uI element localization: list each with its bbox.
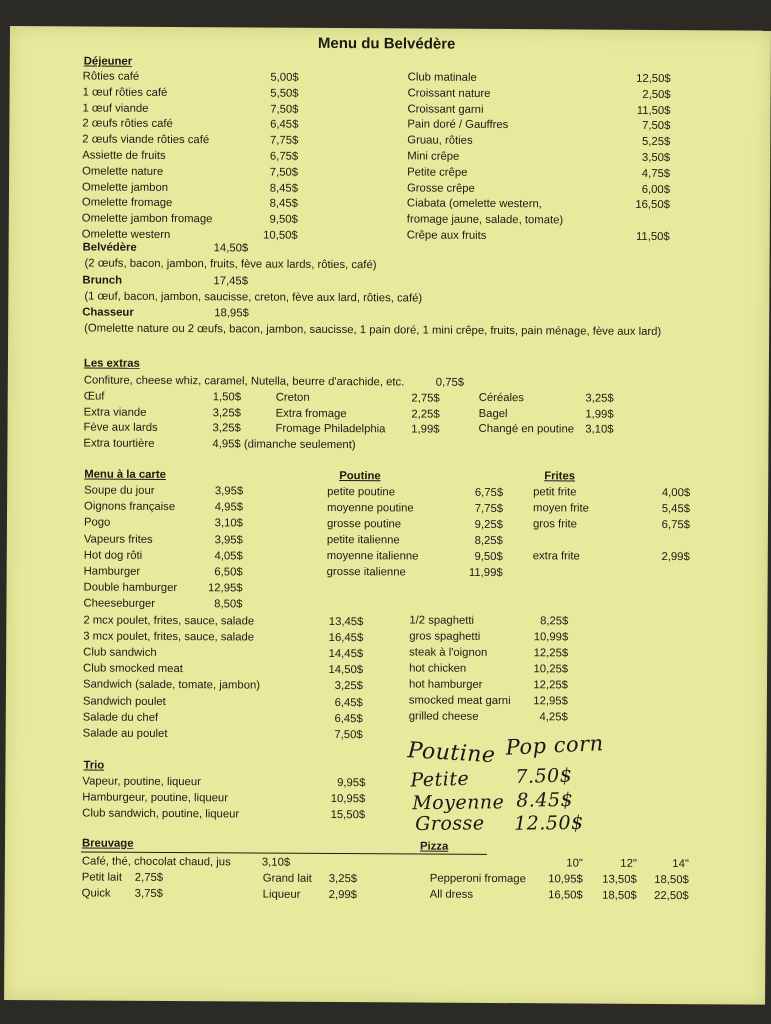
carte-item-price: 16,45$ xyxy=(328,631,364,644)
carte-item-name: Sandwich poulet xyxy=(82,695,166,708)
special-description: (1 œuf, bacon, jambon, saucisse, creton, fève aux lard, rôties, café) xyxy=(84,290,423,305)
menu-item-name: 2 œufs viande rôties café xyxy=(82,133,210,147)
pizza-item-price: 13,50$ xyxy=(602,873,637,886)
menu-item-price: 2,50$ xyxy=(642,88,671,101)
menu-item-price: 5,50$ xyxy=(270,87,299,100)
menu-item-name: 2 œufs rôties café xyxy=(82,117,173,131)
carte-item-name: Hamburger xyxy=(83,565,141,578)
menu-item-name: Hamburgeur, poutine, liqueur xyxy=(82,791,229,805)
menu-item-price: 3,50$ xyxy=(641,151,671,165)
menu-item-price: 12,25$ xyxy=(533,679,569,692)
special-name: Brunch xyxy=(82,274,123,287)
carte-item-price: 3,95$ xyxy=(214,533,243,547)
extra-item-name: Œuf xyxy=(83,390,105,403)
menu-item-name: Croissant garni xyxy=(407,103,484,116)
frites-item-price: 2,99$ xyxy=(661,550,690,564)
extra-item-name: Extra fromage xyxy=(275,407,347,420)
carte-item-price: 3,95$ xyxy=(214,485,244,498)
breuvage-item-name: Quick xyxy=(81,887,111,900)
menu-item-price: 9,25$ xyxy=(474,518,503,531)
menu-item-price: 10,50$ xyxy=(263,229,298,242)
extra-item-price: 3,25$ xyxy=(212,406,241,420)
menu-item-name: Omelette nature xyxy=(82,165,164,178)
pizza-item-price: 10,95$ xyxy=(548,873,583,886)
extra-item-name: Céréales xyxy=(478,391,524,405)
menu-item-price: 6,75$ xyxy=(269,150,299,163)
menu-item-price: 4,75$ xyxy=(641,167,671,180)
menu-item-name: Ciabata (omelette western, xyxy=(406,197,542,211)
frites-item-price: 5,45$ xyxy=(661,502,691,516)
special-price: 18,95$ xyxy=(214,307,249,320)
carte-item-price: 6,45$ xyxy=(334,712,363,725)
menu-item-price: 4,25$ xyxy=(539,711,568,724)
carte-item-name: Sandwich (salade, tomate, jambon) xyxy=(82,678,261,692)
menu-item-price: 11,50$ xyxy=(635,230,670,244)
pizza-size-header: 12" xyxy=(620,857,637,870)
menu-item-name: Grosse crêpe xyxy=(406,182,475,195)
menu-item-name: Club matinale xyxy=(407,71,477,84)
menu-item-price: 10,25$ xyxy=(533,663,569,676)
carte-item-name: Salade au poulet xyxy=(82,727,168,740)
menu-item-price: 9,95$ xyxy=(337,777,366,790)
breuvage-hot-name: Café, thé, chocolat chaud, jus xyxy=(81,855,231,869)
pizza-item-price: 16,50$ xyxy=(548,889,583,902)
menu-item-name: steak à l'oignon xyxy=(409,646,488,659)
menu-item-name: 1/2 spaghetti xyxy=(409,614,475,627)
extra-item-price: 1,50$ xyxy=(212,391,242,404)
menu-item-price: 9,50$ xyxy=(269,213,298,226)
pizza-item-price: 18,50$ xyxy=(654,873,689,887)
menu-item-price: 5,25$ xyxy=(641,136,671,149)
menu-item-name: Omelette western xyxy=(81,228,171,241)
trio-heading: Trio xyxy=(83,759,105,772)
handwritten-size: Petite xyxy=(410,767,470,792)
breuvage-item-name: Petit lait xyxy=(81,871,123,884)
extra-item-name: Creton xyxy=(275,391,310,404)
carte-item-price: 13,45$ xyxy=(328,615,364,628)
carte-item-price: 4,05$ xyxy=(214,550,243,563)
menu-item-price: 6,45$ xyxy=(270,118,299,132)
menu-item-price: 7,50$ xyxy=(642,120,671,133)
menu-item-name: Assiette de fruits xyxy=(82,149,166,162)
menu-item-name: fromage jaune, salade, tomate) xyxy=(406,213,564,227)
extra-item-price: 3,25$ xyxy=(212,422,241,435)
menu-item-name: Petite crêpe xyxy=(407,166,468,179)
pizza-size-header: 10" xyxy=(566,857,583,870)
menu-item-price: 11,50$ xyxy=(636,104,671,117)
handwritten-price: 12.50$ xyxy=(514,811,584,835)
handwritten-price: 7.50$ xyxy=(515,764,573,789)
pizza-item-price: 18,50$ xyxy=(602,889,637,902)
frites-item-name: petit frite xyxy=(533,486,577,499)
carte-item-price: 4,95$ xyxy=(214,501,244,514)
extra-item-name: Extra tourtière xyxy=(83,437,155,450)
special-price: 17,45$ xyxy=(213,275,249,288)
carte-item-name: Double hamburger xyxy=(83,581,178,595)
carte-item-price: 14,50$ xyxy=(328,664,364,677)
special-name: Chasseur xyxy=(82,306,134,319)
extras-spread-price: 0,75$ xyxy=(435,376,465,389)
extras-heading: Les extras xyxy=(83,357,140,370)
extra-item-price: 1,99$ xyxy=(585,408,614,421)
carte-heading: Menu à la carte xyxy=(84,468,166,481)
special-description: (Omelette nature ou 2 œufs, bacon, jambon, saucisse, 1 pain doré, 1 mini crêpe, fruits, pain ménage, fève aux lard) xyxy=(84,322,662,338)
extra-item-price: 2,75$ xyxy=(411,392,440,405)
menu-item-price: 7,50$ xyxy=(270,103,299,116)
menu-item-name: grosse poutine xyxy=(326,517,402,531)
menu-item-name: smocked meat garni xyxy=(408,694,511,708)
handwritten-poutine: Poutine xyxy=(406,738,497,769)
handwritten-size: Grosse xyxy=(415,812,485,836)
dejeuner-heading: Déjeuner xyxy=(83,55,133,68)
menu-item-price: 15,50$ xyxy=(330,808,366,822)
breuvage-item-price: 2,99$ xyxy=(328,888,358,902)
menu-item-price: 7,75$ xyxy=(474,502,504,515)
breuvage-item-price: 2,75$ xyxy=(134,871,164,884)
menu-item-price: 11,99$ xyxy=(468,566,503,579)
carte-item-price: 3,10$ xyxy=(214,517,243,530)
breuvage-item-name: Grand lait xyxy=(262,872,312,885)
extra-item-price: 3,25$ xyxy=(585,392,614,405)
menu-item-price: 5,00$ xyxy=(270,71,299,84)
pizza-item-name: Pepperoni fromage xyxy=(429,872,526,886)
menu-item-name: Crêpe aux fruits xyxy=(406,229,487,242)
carte-item-name: Club smocked meat xyxy=(83,662,183,676)
menu-item-name: Omelette fromage xyxy=(81,196,173,210)
menu-item-price: 8,45$ xyxy=(269,182,299,195)
pizza-heading: Pizza xyxy=(419,840,449,853)
carte-item-name: Salade du chef xyxy=(82,711,159,724)
menu-item-name: petite poutine xyxy=(327,485,396,499)
menu-item-price: 12,95$ xyxy=(533,695,568,708)
frites-item-name: moyen frite xyxy=(533,502,589,515)
menu-item-price: 16,50$ xyxy=(635,199,670,212)
menu-item-price: 6,00$ xyxy=(641,183,671,196)
menu-item-price: 7,75$ xyxy=(269,134,299,147)
menu-item-name: moyenne italienne xyxy=(326,549,419,563)
menu-item-price: 10,99$ xyxy=(533,631,569,644)
menu-item-name: hot chicken xyxy=(409,662,467,675)
pizza-item-price: 22,50$ xyxy=(654,889,689,903)
extra-item-price: 1,99$ xyxy=(411,423,440,437)
menu-item-price: 8,45$ xyxy=(269,197,298,211)
menu-item-name: Club sandwich, poutine, liqueur xyxy=(82,807,240,821)
special-price: 14,50$ xyxy=(213,242,249,255)
menu-item-name: Gruau, rôties xyxy=(407,134,473,148)
carte-item-name: Cheeseburger xyxy=(83,597,156,611)
menu-item-name: Rôties café xyxy=(82,70,140,83)
menu-item-price: 12,50$ xyxy=(636,72,671,86)
poutine-heading: Poutine xyxy=(339,470,381,483)
pizza-size-header: 14" xyxy=(672,858,689,871)
frites-item-name: gros frite xyxy=(532,518,577,531)
extra-item-price: 4,95$ (dimanche seulement) xyxy=(212,438,356,452)
carte-item-name: Hot dog rôti xyxy=(83,549,143,562)
extra-item-price: 2,25$ xyxy=(411,408,440,421)
extra-item-name: Extra viande xyxy=(83,406,147,419)
handwritten-price: 8.45$ xyxy=(516,788,574,812)
handwritten-size: Moyenne xyxy=(412,791,505,815)
frites-item-price: 6,75$ xyxy=(661,518,691,532)
frites-item-price: 4,00$ xyxy=(661,486,691,500)
special-name: Belvédère xyxy=(82,241,137,254)
menu-item-name: gros spaghetti xyxy=(409,630,481,643)
carte-item-name: Oignons française xyxy=(84,500,176,514)
extra-item-name: Changé en poutine xyxy=(478,423,575,436)
menu-item-name: grosse italienne xyxy=(326,565,406,578)
menu-title: Menu du Belvédère xyxy=(317,34,456,53)
frites-heading: Frites xyxy=(544,470,576,483)
frites-item-name: extra frite xyxy=(532,550,580,563)
menu-sheet xyxy=(4,26,771,1005)
menu-item-name: grilled cheese xyxy=(408,710,479,723)
menu-item-price: 8,25$ xyxy=(540,615,569,628)
menu-item-price: 10,95$ xyxy=(330,792,366,806)
carte-item-price: 12,95$ xyxy=(207,582,243,595)
menu-item-name: Croissant nature xyxy=(407,87,491,100)
carte-item-name: 3 mcx poulet, frites, sauce, salade xyxy=(83,630,255,644)
carte-item-name: 2 mcx poulet, frites, sauce, salade xyxy=(83,614,255,628)
menu-item-name: hot hamburger xyxy=(408,678,483,691)
breuvage-heading: Breuvage xyxy=(81,837,134,850)
menu-item-price: 8,25$ xyxy=(474,534,503,547)
menu-item-name: Omelette jambon fromage xyxy=(81,212,213,226)
carte-item-price: 6,50$ xyxy=(214,566,243,579)
breuvage-item-price: 3,25$ xyxy=(328,872,358,886)
menu-item-price: 12,25$ xyxy=(533,647,569,660)
extra-item-price: 3,10$ xyxy=(585,423,614,437)
special-description: (2 œufs, bacon, jambon, fruits, fève aux lards, rôties, café) xyxy=(84,257,377,272)
carte-item-price: 7,50$ xyxy=(334,728,363,742)
menu-item-price: 7,50$ xyxy=(269,166,299,179)
menu-item-price: 9,50$ xyxy=(474,550,503,563)
menu-item-name: Mini crêpe xyxy=(407,150,460,163)
carte-item-name: Pogo xyxy=(83,516,111,530)
menu-item-name: moyenne poutine xyxy=(327,501,414,515)
carte-item-price: 14,45$ xyxy=(328,647,364,661)
menu-item-name: Pain doré / Gauffres xyxy=(407,118,509,132)
menu-item-price: 6,75$ xyxy=(474,486,504,500)
menu-item-name: 1 œuf rôties café xyxy=(82,86,168,99)
carte-item-name: Club sandwich xyxy=(83,646,157,659)
menu-item-name: petite italienne xyxy=(326,533,400,547)
extra-item-name: Bagel xyxy=(478,407,508,420)
carte-item-price: 8,50$ xyxy=(214,598,243,611)
carte-item-price: 3,25$ xyxy=(334,680,364,693)
extra-item-name: Fève aux lards xyxy=(83,421,158,435)
menu-item-name: Vapeur, poutine, liqueur xyxy=(82,775,201,789)
extras-spread-name: Confiture, cheese whiz, caramel, Nutella, beurre d'arachide, etc. xyxy=(83,374,405,389)
carte-item-price: 6,45$ xyxy=(334,696,363,709)
breuvage-item-name: Liqueur xyxy=(262,888,301,901)
carte-item-name: Soupe du jour xyxy=(84,484,155,497)
menu-item-name: 1 œuf viande xyxy=(82,102,149,115)
breuvage-hot-price: 3,10$ xyxy=(261,856,291,869)
menu-item-name: Omelette jambon xyxy=(81,181,169,194)
breuvage-item-price: 3,75$ xyxy=(134,887,164,900)
carte-item-name: Vapeurs frites xyxy=(83,533,153,546)
handwritten-popcorn: Pop corn xyxy=(505,731,605,760)
extra-item-name: Fromage Philadelphia xyxy=(275,423,386,436)
pizza-item-name: All dress xyxy=(429,888,474,901)
